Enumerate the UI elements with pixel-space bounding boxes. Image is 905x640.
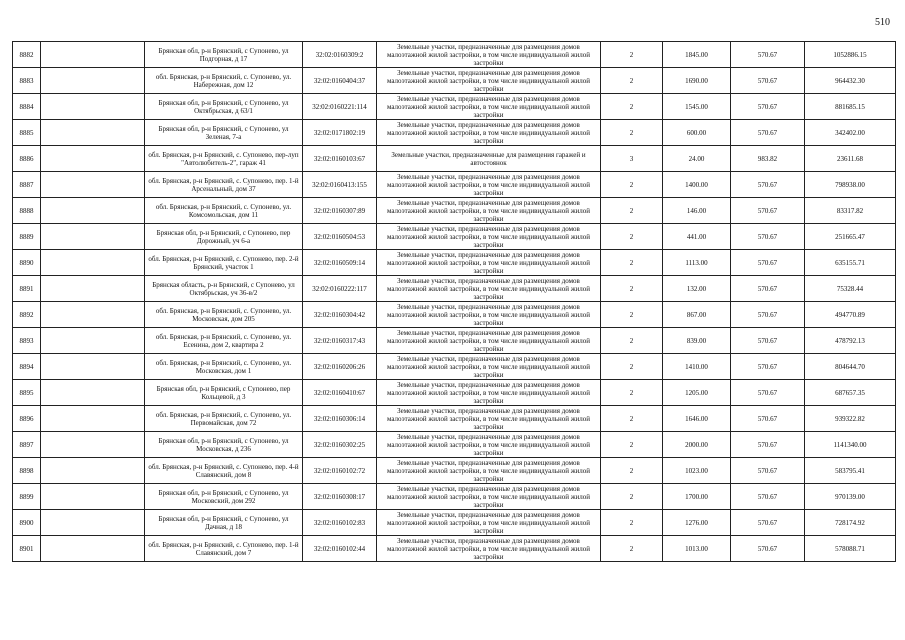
specific-value-cell: 570.67 (731, 536, 805, 562)
cadastral-number-cell: 32:02:0160221:114 (303, 94, 377, 120)
address-cell: обл. Брянская, р-н Брянский, с. Супонево, пер. 2-й Брянский, участок 1 (145, 250, 303, 276)
area-cell: 24.00 (663, 146, 731, 172)
record-number-cell: 8893 (13, 328, 41, 354)
cadastral-value-cell: 478792.13 (805, 328, 896, 354)
land-use-purpose-cell: Земельные участки, предназначенные для размещения домов малоэтажной жилой застройки, в том числе индивидуальной жилой застройки (377, 484, 601, 510)
cadastral-number-cell: 32:02:0160302:25 (303, 432, 377, 458)
use-group-cell: 2 (601, 380, 663, 406)
specific-value-cell: 570.67 (731, 198, 805, 224)
cadastral-number-cell: 32:02:0160410:67 (303, 380, 377, 406)
address-cell: Брянская обл, р-н Брянский, с Супонево, ул Московский, дом 292 (145, 484, 303, 510)
cadastral-value-cell: 798938.00 (805, 172, 896, 198)
land-use-purpose-cell: Земельные участки, предназначенные для размещения домов малоэтажной жилой застройки, в том числе индивидуальной жилой застройки (377, 276, 601, 302)
address-cell: Брянская обл, р-н Брянский, с Супонево, ул Зеленая, 7-а (145, 120, 303, 146)
cadastral-value-cell: 939322.82 (805, 406, 896, 432)
specific-value-cell: 570.67 (731, 380, 805, 406)
record-number-cell: 8883 (13, 68, 41, 94)
blank-cell (41, 484, 145, 510)
blank-cell (41, 250, 145, 276)
specific-value-cell: 570.67 (731, 484, 805, 510)
address-cell: обл. Брянская, р-н Брянский, с. Супонево, ул. Комсомольская, дом 11 (145, 198, 303, 224)
address-cell: Брянская область, р-н Брянский, с Супонево, ул Октябрьская, уч 36-в/2 (145, 276, 303, 302)
use-group-cell: 2 (601, 458, 663, 484)
table-row (13, 120, 896, 146)
use-group-cell: 2 (601, 276, 663, 302)
specific-value-cell: 570.67 (731, 276, 805, 302)
address-cell: Брянская обл, р-н Брянский, с Супонево, ул Октябрьская, д 63/1 (145, 94, 303, 120)
cadastral-number-cell: 32:02:0160306:14 (303, 406, 377, 432)
address-cell: обл. Брянская, р-н Брянский, с. Супонево, ул. Есенина, дом 2, квартира 2 (145, 328, 303, 354)
land-use-purpose-cell: Земельные участки, предназначенные для размещения гаражей и автостоянок (377, 146, 601, 172)
land-use-purpose-cell: Земельные участки, предназначенные для размещения домов малоэтажной жилой застройки, в том числе индивидуальной жилой застройки (377, 354, 601, 380)
cadastral-number-cell: 32:02:0160102:44 (303, 536, 377, 562)
record-number-cell: 8886 (13, 146, 41, 172)
blank-cell (41, 198, 145, 224)
cadastral-value-cell: 342402.00 (805, 120, 896, 146)
record-number-cell: 8897 (13, 432, 41, 458)
table-body (13, 42, 896, 562)
blank-cell (41, 172, 145, 198)
cadastral-value-cell: 83317.82 (805, 198, 896, 224)
cadastral-value-cell: 687657.35 (805, 380, 896, 406)
cadastral-number-cell: 32:02:0160222:117 (303, 276, 377, 302)
address-cell: обл. Брянская, р-н Брянский, с. Супонево, пер. 4-й Славянский, дом 8 (145, 458, 303, 484)
land-use-purpose-cell: Земельные участки, предназначенные для размещения домов малоэтажной жилой застройки, в том числе индивидуальной жилой застройки (377, 432, 601, 458)
blank-cell (41, 42, 145, 68)
table-row (13, 224, 896, 250)
specific-value-cell: 570.67 (731, 42, 805, 68)
land-use-purpose-cell: Земельные участки, предназначенные для размещения домов малоэтажной жилой застройки, в том числе индивидуальной жилой застройки (377, 198, 601, 224)
table-row (13, 406, 896, 432)
area-cell: 1400.00 (663, 172, 731, 198)
address-cell: обл. Брянская, р-н Брянский, с. Супонево, ул. Московская, дом 205 (145, 302, 303, 328)
page-number: 510 (875, 17, 890, 28)
specific-value-cell: 570.67 (731, 458, 805, 484)
cadastral-number-cell: 32:02:0160206:26 (303, 354, 377, 380)
blank-cell (41, 380, 145, 406)
specific-value-cell: 570.67 (731, 94, 805, 120)
land-use-purpose-cell: Земельные участки, предназначенные для размещения домов малоэтажной жилой застройки, в том числе индивидуальной жилой застройки (377, 458, 601, 484)
table-row (13, 484, 896, 510)
cadastral-value-cell: 804644.70 (805, 354, 896, 380)
use-group-cell: 2 (601, 406, 663, 432)
cadastral-value-cell: 635155.71 (805, 250, 896, 276)
cadastral-number-cell: 32:02:0160504:53 (303, 224, 377, 250)
cadastral-number-cell: 32:02:0160103:67 (303, 146, 377, 172)
use-group-cell: 2 (601, 510, 663, 536)
specific-value-cell: 570.67 (731, 354, 805, 380)
use-group-cell: 2 (601, 172, 663, 198)
cadastral-value-cell: 1141340.00 (805, 432, 896, 458)
cadastral-value-cell: 23611.68 (805, 146, 896, 172)
record-number-cell: 8885 (13, 120, 41, 146)
area-cell: 1013.00 (663, 536, 731, 562)
use-group-cell: 2 (601, 354, 663, 380)
blank-cell (41, 120, 145, 146)
cadastral-number-cell: 32:02:0160404:37 (303, 68, 377, 94)
area-cell: 1700.00 (663, 484, 731, 510)
record-number-cell: 8892 (13, 302, 41, 328)
land-use-purpose-cell: Земельные участки, предназначенные для размещения домов малоэтажной жилой застройки, в том числе индивидуальной жилой застройки (377, 250, 601, 276)
table-row (13, 198, 896, 224)
record-number-cell: 8888 (13, 198, 41, 224)
record-number-cell: 8891 (13, 276, 41, 302)
use-group-cell: 2 (601, 302, 663, 328)
specific-value-cell: 570.67 (731, 68, 805, 94)
cadastral-value-table (12, 41, 896, 562)
area-cell: 600.00 (663, 120, 731, 146)
cadastral-value-cell: 1052886.15 (805, 42, 896, 68)
specific-value-cell: 570.67 (731, 302, 805, 328)
area-cell: 1410.00 (663, 354, 731, 380)
land-use-purpose-cell: Земельные участки, предназначенные для размещения домов малоэтажной жилой застройки, в том числе индивидуальной жилой застройки (377, 120, 601, 146)
record-number-cell: 8896 (13, 406, 41, 432)
table-row (13, 94, 896, 120)
address-cell: Брянская обл, р-н Брянский, с Супонево, ул Дачная, д 18 (145, 510, 303, 536)
cadastral-value-cell: 728174.92 (805, 510, 896, 536)
address-cell: обл. Брянская, р-н Брянский, с. Супонево, ул. Первомайская, дом 72 (145, 406, 303, 432)
use-group-cell: 2 (601, 198, 663, 224)
table-row (13, 172, 896, 198)
cadastral-number-cell: 32:02:0160304:42 (303, 302, 377, 328)
land-use-purpose-cell: Земельные участки, предназначенные для размещения домов малоэтажной жилой застройки, в том числе индивидуальной жилой застройки (377, 224, 601, 250)
blank-cell (41, 354, 145, 380)
land-use-purpose-cell: Земельные участки, предназначенные для размещения домов малоэтажной жилой застройки, в том числе индивидуальной жилой застройки (377, 302, 601, 328)
address-cell: Брянская обл, р-н Брянский, с Супонево, ул Московская, д 236 (145, 432, 303, 458)
blank-cell (41, 406, 145, 432)
use-group-cell: 2 (601, 536, 663, 562)
cadastral-number-cell: 32:02:0160509:14 (303, 250, 377, 276)
specific-value-cell: 570.67 (731, 250, 805, 276)
record-number-cell: 8901 (13, 536, 41, 562)
cadastral-number-cell: 32:02:0160413:155 (303, 172, 377, 198)
table-row (13, 380, 896, 406)
address-cell: обл. Брянская, р-н Брянский, с. Супонево, ул. Московская, дом 1 (145, 354, 303, 380)
cadastral-number-cell: 32:02:0160317:43 (303, 328, 377, 354)
cadastral-value-cell: 578088.71 (805, 536, 896, 562)
use-group-cell: 2 (601, 484, 663, 510)
area-cell: 1276.00 (663, 510, 731, 536)
land-use-purpose-cell: Земельные участки, предназначенные для размещения домов малоэтажной жилой застройки, в том числе индивидуальной жилой застройки (377, 68, 601, 94)
area-cell: 867.00 (663, 302, 731, 328)
record-number-cell: 8889 (13, 224, 41, 250)
table-row (13, 536, 896, 562)
area-cell: 1205.00 (663, 380, 731, 406)
area-cell: 1023.00 (663, 458, 731, 484)
specific-value-cell: 570.67 (731, 328, 805, 354)
blank-cell (41, 94, 145, 120)
use-group-cell: 2 (601, 250, 663, 276)
cadastral-number-cell: 32:02:0160308:17 (303, 484, 377, 510)
address-cell: обл. Брянская, р-н Брянский, с. Супонево, пер-луп "Автолюбитель-2", гараж 41 (145, 146, 303, 172)
area-cell: 1646.00 (663, 406, 731, 432)
blank-cell (41, 328, 145, 354)
specific-value-cell: 570.67 (731, 120, 805, 146)
table-row (13, 458, 896, 484)
specific-value-cell: 983.82 (731, 146, 805, 172)
specific-value-cell: 570.67 (731, 172, 805, 198)
address-cell: обл. Брянская, р-н Брянский, с. Супонево, пер. 1-й Арсенальный, дом 37 (145, 172, 303, 198)
use-group-cell: 2 (601, 94, 663, 120)
cadastral-value-cell: 964432.30 (805, 68, 896, 94)
address-cell: Брянская обл, р-н Брянский, с Супонево, пер Дорожный, уч 6-а (145, 224, 303, 250)
land-use-purpose-cell: Земельные участки, предназначенные для размещения домов малоэтажной жилой застройки, в том числе индивидуальной жилой застройки (377, 328, 601, 354)
table-row (13, 276, 896, 302)
address-cell: обл. Брянская, р-н Брянский, с. Супонево, ул. Набережная, дом 12 (145, 68, 303, 94)
cadastral-number-cell: 32:02:0160307:89 (303, 198, 377, 224)
record-number-cell: 8895 (13, 380, 41, 406)
use-group-cell: 2 (601, 120, 663, 146)
specific-value-cell: 570.67 (731, 224, 805, 250)
table-row (13, 146, 896, 172)
area-cell: 1113.00 (663, 250, 731, 276)
table-row (13, 432, 896, 458)
area-cell: 132.00 (663, 276, 731, 302)
cadastral-value-cell: 494770.89 (805, 302, 896, 328)
cadastral-value-cell: 970139.00 (805, 484, 896, 510)
address-cell: обл. Брянская, р-н Брянский, с. Супонево, пер. 1-й Славянский, дом 7 (145, 536, 303, 562)
use-group-cell: 2 (601, 328, 663, 354)
land-use-purpose-cell: Земельные участки, предназначенные для размещения домов малоэтажной жилой застройки, в том числе индивидуальной жилой застройки (377, 510, 601, 536)
blank-cell (41, 68, 145, 94)
specific-value-cell: 570.67 (731, 510, 805, 536)
use-group-cell: 3 (601, 146, 663, 172)
record-number-cell: 8884 (13, 94, 41, 120)
cadastral-number-cell: 32:02:0160309:2 (303, 42, 377, 68)
table-row (13, 328, 896, 354)
cadastral-number-cell: 32:02:0160102:72 (303, 458, 377, 484)
land-use-purpose-cell: Земельные участки, предназначенные для размещения домов малоэтажной жилой застройки, в том числе индивидуальной жилой застройки (377, 380, 601, 406)
land-use-purpose-cell: Земельные участки, предназначенные для размещения домов малоэтажной жилой застройки, в том числе индивидуальной жилой застройки (377, 536, 601, 562)
record-number-cell: 8894 (13, 354, 41, 380)
specific-value-cell: 570.67 (731, 406, 805, 432)
use-group-cell: 2 (601, 432, 663, 458)
blank-cell (41, 224, 145, 250)
blank-cell (41, 510, 145, 536)
table-row (13, 354, 896, 380)
record-number-cell: 8887 (13, 172, 41, 198)
table-row (13, 250, 896, 276)
record-number-cell: 8899 (13, 484, 41, 510)
cadastral-value-cell: 75328.44 (805, 276, 896, 302)
land-use-purpose-cell: Земельные участки, предназначенные для размещения домов малоэтажной жилой застройки, в том числе индивидуальной жилой застройки (377, 172, 601, 198)
address-cell: Брянская обл, р-н Брянский, с Супонево, пер Кольцевой, д 3 (145, 380, 303, 406)
land-use-purpose-cell: Земельные участки, предназначенные для размещения домов малоэтажной жилой застройки, в том числе индивидуальной жилой застройки (377, 94, 601, 120)
blank-cell (41, 146, 145, 172)
table-row (13, 302, 896, 328)
area-cell: 839.00 (663, 328, 731, 354)
specific-value-cell: 570.67 (731, 432, 805, 458)
land-use-purpose-cell: Земельные участки, предназначенные для размещения домов малоэтажной жилой застройки, в том числе индивидуальной жилой застройки (377, 42, 601, 68)
area-cell: 1845.00 (663, 42, 731, 68)
table-row (13, 510, 896, 536)
cadastral-value-cell: 881685.15 (805, 94, 896, 120)
blank-cell (41, 458, 145, 484)
blank-cell (41, 536, 145, 562)
use-group-cell: 2 (601, 42, 663, 68)
use-group-cell: 2 (601, 68, 663, 94)
address-cell: Брянская обл, р-н Брянский, с Супонево, ул Подгорная, д 17 (145, 42, 303, 68)
cadastral-number-cell: 32:02:0171802:19 (303, 120, 377, 146)
record-number-cell: 8882 (13, 42, 41, 68)
use-group-cell: 2 (601, 224, 663, 250)
area-cell: 2000.00 (663, 432, 731, 458)
cadastral-number-cell: 32:02:0160102:83 (303, 510, 377, 536)
blank-cell (41, 302, 145, 328)
area-cell: 146.00 (663, 198, 731, 224)
area-cell: 1545.00 (663, 94, 731, 120)
table-row (13, 68, 896, 94)
cadastral-value-cell: 583795.41 (805, 458, 896, 484)
record-number-cell: 8898 (13, 458, 41, 484)
table-row (13, 42, 896, 68)
area-cell: 441.00 (663, 224, 731, 250)
land-use-purpose-cell: Земельные участки, предназначенные для размещения домов малоэтажной жилой застройки, в том числе индивидуальной жилой застройки (377, 406, 601, 432)
record-number-cell: 8900 (13, 510, 41, 536)
cadastral-value-cell: 251665.47 (805, 224, 896, 250)
blank-cell (41, 276, 145, 302)
blank-cell (41, 432, 145, 458)
area-cell: 1690.00 (663, 68, 731, 94)
record-number-cell: 8890 (13, 250, 41, 276)
